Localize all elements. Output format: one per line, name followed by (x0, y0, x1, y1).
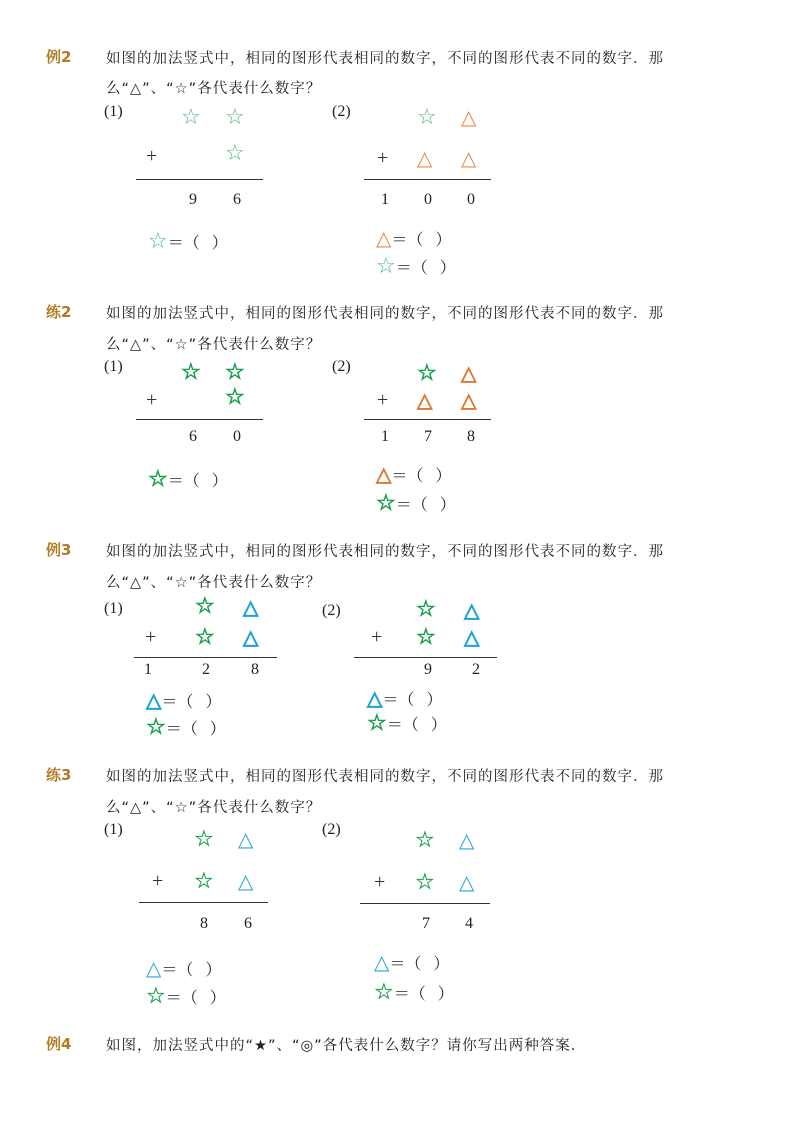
star-icon: ☆ (374, 980, 394, 1005)
star-icon: ☆ (148, 467, 168, 492)
sum-line (360, 903, 490, 904)
part-label: (2) (322, 602, 341, 619)
sum-digit: 0 (467, 191, 475, 208)
part-label: (2) (332, 358, 351, 375)
star-icon: ☆ (148, 229, 168, 254)
triangle-icon: △ (376, 226, 392, 250)
sum-digit: 6 (233, 191, 241, 208)
triangle-icon: △ (367, 686, 383, 710)
answer-triangle (374, 952, 449, 973)
star-icon: ☆ (416, 597, 436, 622)
star-icon: ☆ (146, 984, 166, 1009)
triangle-icon: △ (376, 462, 392, 486)
sum-digit: 9 (189, 191, 197, 208)
triangle-icon: △ (461, 146, 477, 170)
triangle-icon: △ (243, 625, 259, 649)
example-label: 例4 (46, 1035, 72, 1053)
triangle-icon: △ (243, 595, 259, 619)
star-icon: ☆ (194, 869, 214, 894)
plus-sign: + (377, 389, 389, 411)
star-icon: ☆ (367, 711, 387, 736)
answer-star (367, 713, 447, 735)
plus-sign: + (374, 871, 386, 893)
triangle-icon: △ (464, 625, 480, 649)
triangle-icon: △ (417, 146, 433, 170)
answer-blank-open: ＝（ (167, 235, 200, 252)
answer-blank-close: ） (205, 962, 222, 979)
answer-star (146, 717, 226, 739)
star-icon: ☆ (225, 141, 245, 166)
answer-star (148, 231, 228, 253)
triangle-icon: △ (464, 598, 480, 622)
answer-blank-open: ＝（ (389, 956, 422, 973)
part-label: (1) (104, 821, 123, 838)
sum-digit: 6 (244, 915, 252, 932)
sum-digit: 8 (467, 428, 475, 445)
triangle-icon: △ (238, 827, 254, 851)
star-icon: ☆ (415, 870, 435, 895)
plus-sign: + (146, 389, 158, 411)
sum-digit: 4 (465, 915, 473, 932)
question-text: 么“△”、“☆”各代表什么数字？ (106, 337, 322, 353)
sum-line (364, 179, 491, 180)
sum-digit: 1 (144, 661, 152, 678)
question-text: 如图的加法竖式中，相同的图形代表相同的数字，不同的图形代表不同的数字．那 (106, 544, 664, 560)
answer-blank-close: ） (426, 692, 443, 709)
part-label: (1) (104, 103, 123, 120)
question-text: 如图的加法竖式中，相同的图形代表相同的数字，不同的图形代表不同的数字．那 (106, 769, 664, 785)
question-text: 么“△”、“☆”各代表什么数字？ (106, 81, 322, 97)
star-icon: ☆ (417, 361, 437, 386)
part-label: (2) (322, 821, 341, 838)
sum-digit: 7 (422, 915, 430, 932)
triangle-icon: △ (461, 105, 477, 129)
sum-digit: 0 (424, 191, 432, 208)
sum-digit: 8 (251, 661, 259, 678)
sum-line (364, 419, 491, 420)
sum-line (136, 179, 263, 180)
part-label: (1) (104, 358, 123, 375)
answer-blank-close: ） (205, 694, 222, 711)
star-icon: ☆ (416, 625, 436, 650)
sum-digit: 1 (381, 428, 389, 445)
answer-blank-open: ＝（ (395, 260, 428, 277)
star-icon: ☆ (376, 254, 396, 279)
answer-blank-open: ＝（ (386, 717, 419, 734)
star-icon: ☆ (195, 625, 215, 650)
triangle-icon: △ (146, 688, 162, 712)
sum-digit: 7 (424, 428, 432, 445)
answer-blank-close: ） (430, 717, 447, 734)
answer-blank-open: ＝（ (395, 497, 428, 514)
exercise-label: 练3 (46, 766, 72, 784)
star-icon: ☆ (415, 828, 435, 853)
question-text: 么“△”、“☆”各代表什么数字？ (106, 800, 322, 816)
star-icon: ☆ (195, 594, 215, 619)
answer-blank-open: ＝（ (391, 232, 424, 249)
answer-blank-open: ＝（ (165, 721, 198, 738)
triangle-icon: △ (238, 869, 254, 893)
sum-line (354, 657, 497, 658)
sum-digit: 9 (424, 661, 432, 678)
answer-triangle (376, 228, 451, 249)
answer-blank-close: ） (209, 721, 226, 738)
answer-blank-close: ） (209, 990, 226, 1007)
sum-line (136, 419, 263, 420)
answer-blank-close: ） (211, 473, 228, 490)
plus-sign: + (146, 145, 158, 167)
star-icon: ☆ (417, 105, 437, 130)
answer-blank-open: ＝（ (393, 986, 426, 1003)
answer-blank-open: ＝（ (382, 692, 415, 709)
answer-triangle (367, 688, 442, 709)
example-label: 例2 (46, 48, 72, 66)
sum-digit: 2 (472, 661, 480, 678)
answer-blank-open: ＝（ (161, 694, 194, 711)
star-icon: ☆ (146, 715, 166, 740)
answer-star (376, 256, 456, 278)
answer-star (374, 982, 454, 1004)
question-text: 如图，加法竖式中的“★”、“◎”各代表什么数字？请你写出两种答案． (106, 1038, 587, 1054)
part-label: (1) (104, 600, 123, 617)
plus-sign: + (145, 626, 157, 648)
answer-blank-close: ） (435, 232, 452, 249)
star-icon: ☆ (194, 827, 214, 852)
answer-triangle (376, 464, 451, 485)
star-icon: ☆ (225, 360, 245, 385)
answer-blank-close: ） (439, 497, 456, 514)
plus-sign: + (377, 147, 389, 169)
answer-blank-open: ＝（ (167, 473, 200, 490)
answer-triangle (146, 690, 221, 711)
answer-blank-close: ） (439, 260, 456, 277)
sum-line (139, 902, 268, 903)
sum-line (134, 657, 277, 658)
answer-star (146, 986, 226, 1008)
question-text: 如图的加法竖式中，相同的图形代表相同的数字，不同的图形代表不同的数字．那 (106, 51, 664, 67)
triangle-icon: △ (146, 956, 162, 980)
triangle-icon: △ (459, 828, 475, 852)
sum-digit: 0 (233, 428, 241, 445)
sum-digit: 1 (381, 191, 389, 208)
example-label: 例3 (46, 541, 72, 559)
triangle-icon: △ (461, 388, 477, 412)
answer-star (148, 469, 228, 491)
answer-blank-close: ） (437, 986, 454, 1003)
triangle-icon: △ (459, 870, 475, 894)
answer-blank-open: ＝（ (391, 468, 424, 485)
answer-blank-open: ＝（ (165, 990, 198, 1007)
question-text: 么“△”、“☆”各代表什么数字？ (106, 575, 322, 591)
answer-star (376, 493, 456, 515)
part-label: (2) (332, 103, 351, 120)
answer-blank-open: ＝（ (161, 962, 194, 979)
sum-digit: 2 (202, 661, 210, 678)
exercise-label: 练2 (46, 303, 72, 321)
answer-blank-close: ） (211, 235, 228, 252)
triangle-icon: △ (374, 950, 390, 974)
star-icon: ☆ (225, 105, 245, 130)
star-icon: ☆ (225, 385, 245, 410)
star-icon: ☆ (376, 491, 396, 516)
triangle-icon: △ (417, 388, 433, 412)
star-icon: ☆ (181, 360, 201, 385)
answer-triangle (146, 958, 221, 979)
question-text: 如图的加法竖式中，相同的图形代表相同的数字，不同的图形代表不同的数字．那 (106, 306, 664, 322)
star-icon: ☆ (181, 105, 201, 130)
answer-blank-close: ） (433, 956, 450, 973)
plus-sign: + (152, 870, 164, 892)
triangle-icon: △ (461, 361, 477, 385)
answer-blank-close: ） (435, 468, 452, 485)
plus-sign: + (371, 626, 383, 648)
sum-digit: 6 (189, 428, 197, 445)
sum-digit: 8 (200, 915, 208, 932)
